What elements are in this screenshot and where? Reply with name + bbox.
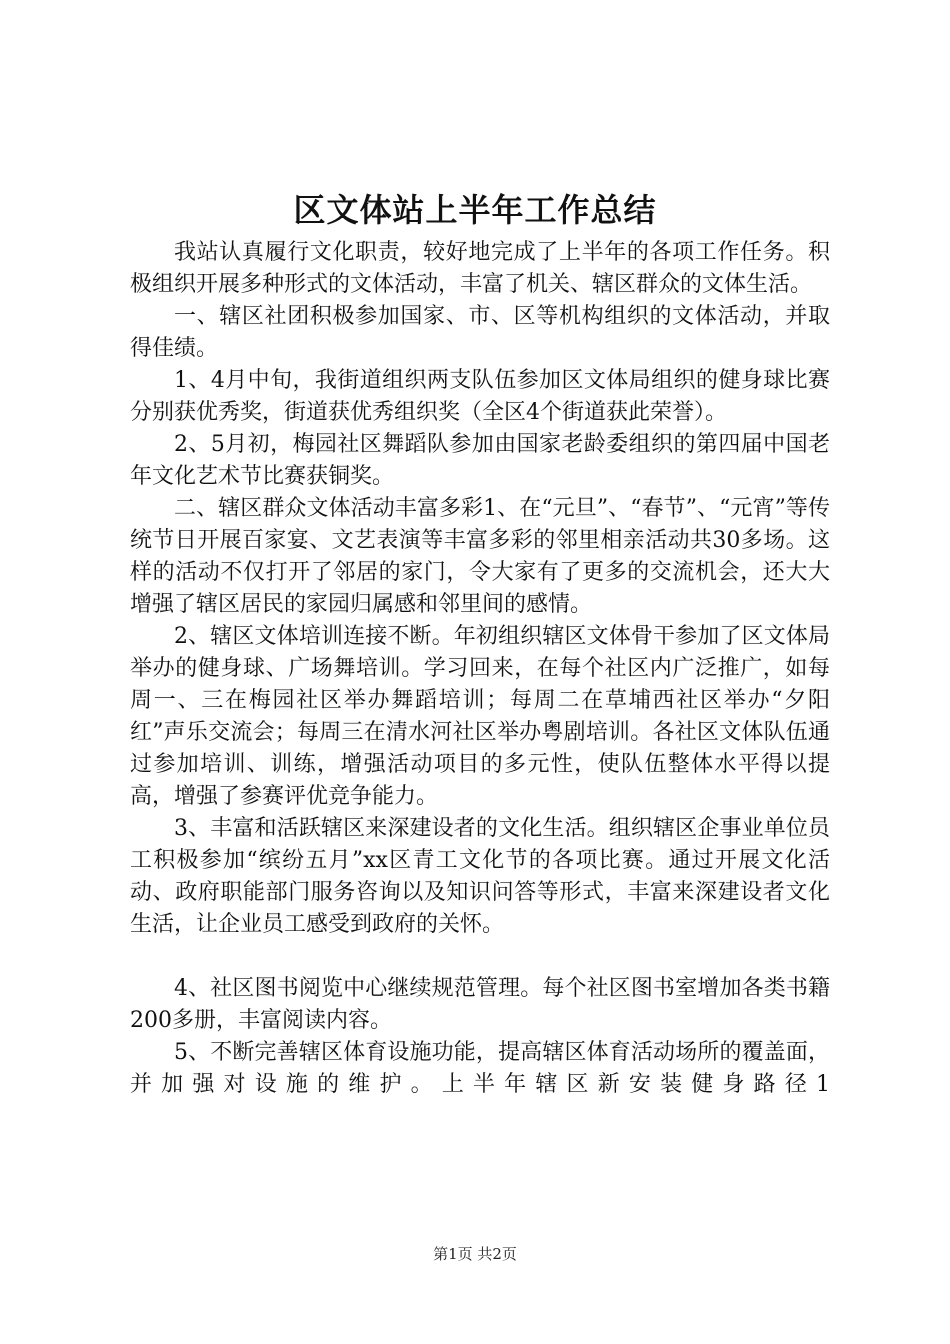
paragraph-item-2-4: 4、社区图书阅览中心继续规范管理。每个社区图书室增加各类书籍200多册，丰富阅读内容。 (130, 976, 830, 1033)
paragraph-item-2-3: 3、丰富和活跃辖区来深建设者的文化生活。组织辖区企事业单位员工积极参加“缤纷五月”xx区青工文化节的各项比赛。通过开展文化活动、政府职能部门服务咨询以及知识问答等形式，丰富来深建设者文化生活，让企业员工感受到政府的关怀。 (130, 816, 830, 937)
paragraph-section-1-heading: 一、辖区社团积极参加国家、市、区等机构组织的文体活动，并取得佳绩。 (130, 304, 830, 361)
paragraph-section-2: 二、辖区群众文体活动丰富多彩1、在“元旦”、“春节”、“元宵”等传统节日开展百家宴、文艺表演等丰富多彩的邻里相亲活动共30多场。这样的活动不仅打开了邻居的家门，令大家有了更多的交流机会，还大大增强了辖区居民的家园归属感和邻里间的感情。 (130, 496, 830, 617)
paragraph-item-1-2: 2、5月初，梅园社区舞蹈队参加由国家老龄委组织的第四届中国老年文化艺术节比赛获铜奖。 (130, 432, 830, 489)
paragraph-item-1-1: 1、4月中旬，我街道组织两支队伍参加区文体局组织的健身球比赛分别获优秀奖，街道获优秀组织奖（全区4个街道获此荣誉）。 (130, 368, 830, 425)
page-number: 第1页 共2页 (433, 1245, 517, 1263)
paragraph-item-2-2: 2、辖区文体培训连接不断。年初组织辖区文体骨干参加了区文体局举办的健身球、广场舞培训。学习回来，在每个社区内广泛推广，如每周一、三在梅园社区举办舞蹈培训；每周二在草埔西社区举办“夕阳红”声乐交流会；每周三在清水河社区举办粤剧培训。各社区文体队伍通过参加培训、训练，增强活动项目的多元性，使队伍整体水平得以提高，增强了参赛评优竞争能力。 (130, 624, 830, 809)
document-body (130, 237, 830, 1101)
paragraph-item-2-5: 5、不断完善辖区体育设施功能，提高辖区体育活动场所的覆盖面，并加强对设施的维护。上半年辖区新安装健身路径1 (130, 1040, 830, 1097)
paragraph-intro: 我站认真履行文化职责，较好地完成了上半年的各项工作任务。积极组织开展多种形式的文体活动，丰富了机关、辖区群众的文体生活。 (130, 240, 830, 297)
document-title: 区文体站上半年工作总结 (293, 191, 657, 229)
